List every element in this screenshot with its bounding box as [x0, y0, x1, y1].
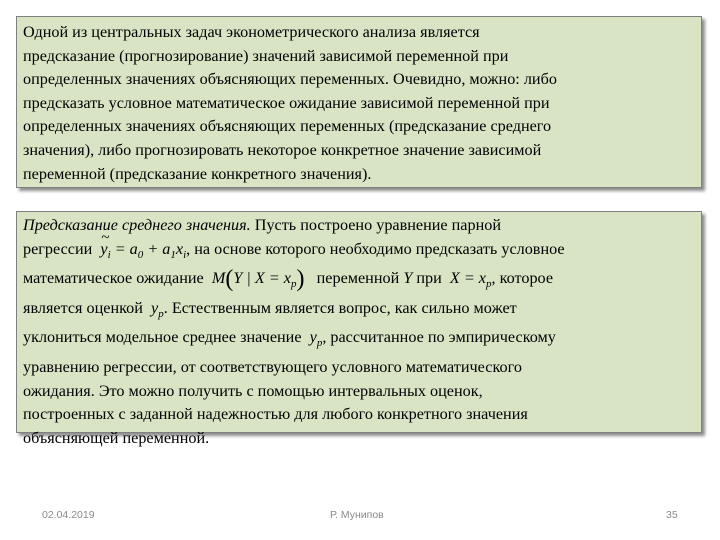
intro-line: значения), либо прогнозировать некоторое конкретное значение зависимой [23, 140, 542, 159]
intro-line: предсказание (прогнозирование) значений зависимой переменной при [23, 46, 509, 65]
footer-author: Р. Мунипов [330, 509, 384, 521]
mean-line-8: построенных с заданной надежностью для любого конкретного значения [23, 405, 528, 424]
intro-text-box [16, 16, 702, 188]
mean-line-4: является оценкой $y_p$. Естественным является вопрос, как сильно может [23, 298, 517, 320]
conditional-expectation: M(Y | $X = x_p$) [211, 266, 305, 293]
intro-line: определенных значениях объясняющих переменных (предсказание среднего [23, 117, 552, 136]
mean-line-3: математическое ожидание M(Y | $X = x_p$) переменной Y при $X = x_p$, которое [23, 266, 554, 293]
mean-line-7: ожидания. Это можно получить с помощью интервальных оценок, [23, 381, 483, 400]
mean-line-9: объясняющей переменной. [23, 428, 210, 447]
footer-page-number: 35 [666, 509, 678, 521]
mean-prediction-box [16, 211, 702, 447]
condition-x: $X = x_p$ [449, 269, 492, 291]
mean-line-2: регрессии ~ $y_i = a_0 + a_1x_i$, на основе которого необходимо предсказать условное [23, 238, 695, 268]
intro-line: предсказать условное математическое ожидание зависимой переменной при [23, 93, 550, 112]
mean-line-5: уклониться модельное среднее значение $y_p$, рассчитанное по эмпирическому [23, 328, 556, 350]
mean-line-6: уравнению регрессии, от соответствующего условного математического [23, 357, 522, 376]
section-heading: Предсказание среднего значения. [23, 216, 251, 234]
regression-equation: ~ $y_i = a_0 + a_1x_i$ [100, 240, 186, 258]
intro-line: определенных значениях объясняющих переменных. Очевидно, можно: либо [23, 70, 557, 89]
intro-line: переменной (предсказание конкретного значения). [23, 164, 372, 183]
footer-date: 02.04.2019 [42, 509, 95, 521]
intro-line: Одной из центральных задач эконометрического анализа является [23, 23, 480, 41]
mean-line-1: Предсказание среднего значения. Пусть построено уравнение парной [23, 216, 502, 234]
